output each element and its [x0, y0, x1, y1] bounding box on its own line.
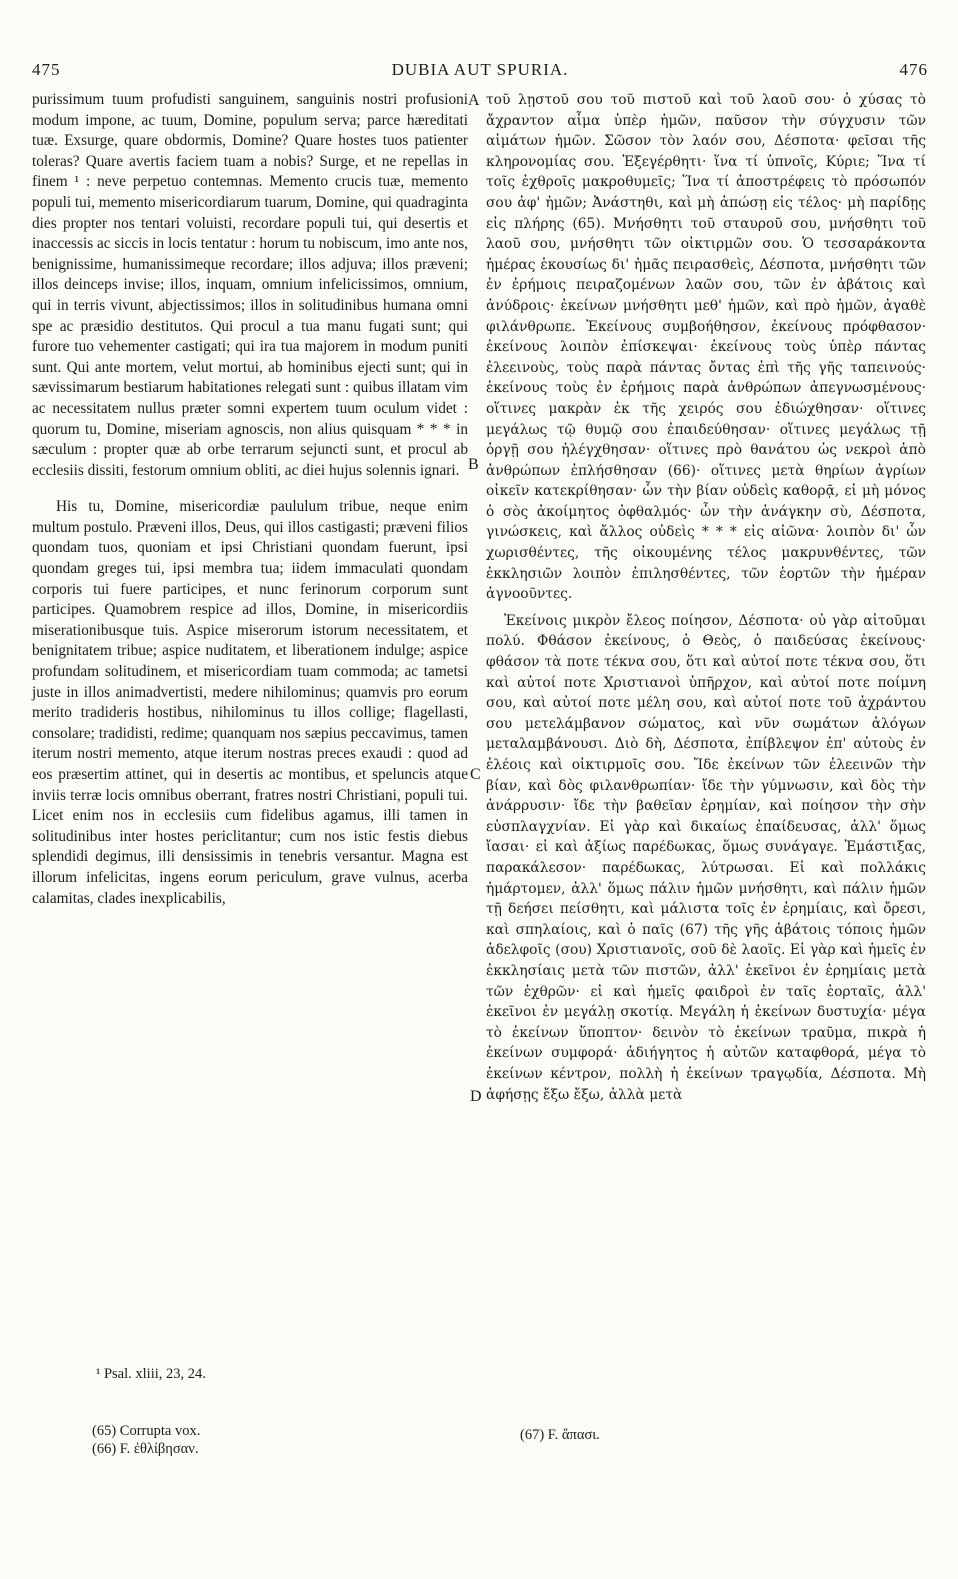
margin-mark-d: D: [470, 1088, 482, 1105]
scripture-footnote: [96, 1365, 206, 1383]
margin-mark-b: B: [468, 456, 479, 473]
footnote-65: (65) Corrupta vox.: [92, 1423, 201, 1439]
latin-paragraph-2: His tu, Domine, misericordiæ paululum tribue, neque enim multum postulo. Præveni illos, Deus, qui illos castigasti; præveni filios quondam tuos, quoniam et ipsi Christiani quondam fuerunt, ipsi quondam greges tui, ipsi membra tua; iidem immaculati quondam corporis tui fuere participes, et nunc ferinorum corporum sunt participes. Quamobrem respice ad illos, Domine, in misericordiis miserationibusque tuis. Aspice miserorum istorum necessitatem, et benignitatem tribue; aspice nuditatem, et liberationem indulge; aspice profundam solitudinem, et misericordiam tuam commoda; ac tametsi juste in illos animadvertisti, medere nihilominus; quamvis pro eorum merito tradideris hostibus, nihilominus tu illos collige; flagellasti, consolare; tradidisti, redime; quanquam nos sæpius peccavimus, tamen iterum nostri memento, atque iterum nostras preces exaudi : quod ad eos præsertim attinet, qui in desertis ac montibus, et speluncis atque inviis terræ locis omnibus oberrant, fratres nostri Christiani, populi tui. Licet enim nos in ecclesiis cum fidelibus agamus, illi tamen in solitudinibus inter hostes periclitantur; cum nos istic festis diebus splendidi degimus, illi densissimis in tenebris versantur. Magna est illorum infelicitas, ingens eorum periculum, grave vulnus, acerba calamitas, clades inexplicabilis,: [32, 498, 468, 907]
running-title: DUBIA AUT SPURIA.: [391, 60, 569, 79]
greek-column: [486, 90, 926, 1105]
right-page-number: 476: [899, 60, 928, 79]
scripture-reference: ¹ Psal. xliii, 23, 24.: [96, 1366, 206, 1382]
margin-mark-c: C: [470, 766, 481, 783]
footnote-66: (66) F. ἐθλίβησαν.: [92, 1441, 199, 1457]
latin-paragraph-1: purissimum tuum profudisti sanguinem, sanguinis nostri profusioni modum impone, ac tuum, Domine, populum serva; parce hæreditati tuæ. Exsurge, quare obdormis, Domine? Quare hostes tuos patienter toleras? Quare avertis faciem tuam a nobis? Surge, et ne repellas in finem ¹ : neve perpetuo contemnas. Memento crucis tuæ, memento populi tui, memento misericordiarum tuarum, Domine, qui quadraginta dies propter nos tentari voluisti, recordare populi tui, qui desertis et inaccessis ac siccis in locis tentatur : horum tu nobiscum, imo ante nos, benignissime, humanissimeque recordare; illos adjuva; illos præveni; illos deinceps invise; illos, inquam, omnium infelicissimos, omnium, qui in terris vivunt, abjectissimos; illos in solitudinibus humana omni spe ac præsidio destitutos. Qui procul a tua manu fugati sunt; qui furore tuo vehementer castigati; qui ira tua majorem in modum puniti sunt. Qui ante mortem, velut mortui, ab hominibus ejecti sunt; qui in sævissimarum bestiarum habitationes relegati sunt : quibus illatam vim ac necessitatem nullus præter somni expertem tuum oculum videt : quorum tu, Domine, miseriam agnoscis, non alius quisquam * * * in sæculum : propter quæ ab orbe terrarum sejuncti sunt, et procul ab ecclesiis dissiti, festorum omnium obliti, ac diei hujus solennis ignari.: [32, 91, 468, 479]
latin-column: [32, 90, 468, 909]
margin-mark-a: A: [468, 92, 480, 109]
left-page-number: 475: [32, 60, 61, 79]
right-footnotes: [520, 1426, 600, 1444]
greek-paragraph-1: τοῦ λῃστοῦ σου τοῦ πιστοῦ καὶ τοῦ λαοῦ σου· ὁ χύσας τὸ ἄχραντον αἷμα ὑπὲρ ἡμῶν, παῦσον τὴν σύγχυσιν τῶν αἱμάτων ἡμῶν. Σῶσον τὸν λαόν σου, Δέσποτα· φεῖσαι τῆς κληρονομίας σου. Ἐξεγέρθητι· ἵνα τί ὑπνοῖς, Κύριε; Ἵνα τί τοῖς ἐχθροῖς μακροθυμεῖς; Ἵνα τί ἀποστρέφεις τὸ πρόσωπόν σου ἀφ' ἡμῶν; Ἀνάστηθι, καὶ μὴ ἀπώσῃ εἰς τέλος· μὴ παρίδῃς εἰς πλήρης (65). Μνήσθητι τοῦ σταυροῦ σου, μνήσθητι τοῦ λαοῦ σου, μνήσθητι τῶν οἰκτιρμῶν σου. Ὁ τεσσαράκοντα ἡμέρας ἑκουσίως δι' ἡμᾶς πειρασθεὶς, Δέσποτα, μνήσθητι τῶν ἐν ἐρήμοις πειραζομένων λαῶν σου, τῶν ἐν ἀβάτοις καὶ ἀνύδροις· ἐκείνων μνήσθητι μεθ' ἡμῶν, καὶ πρὸ ἡμῶν, ἀγαθὲ φιλάνθρωπε. Ἐκείνους συμβοήθησον, ἐκείνους πρόφθασον· ἐκείνους λοιπὸν ἐπίσκεψαι· ἐκείνους τοὺς ὑπὲρ πάντας ἐλεεινοὺς, τοὺς παρὰ πάντας ὄντας ἐπὶ τῆς γῆς ταπεινούς· ἐκείνους τοὺς ἐν ἐρήμοις παρὰ ἀνθρώπων ἀπεγνωσμένους· οἵτινες μακρὰν ἐκ τῆς χειρός σου ἐδιώχθησαν· οἵτινες μεγάλως τῷ θυμῷ σου ἐπαιδεύθησαν· οἵτινες μεγάλως τῇ ὀργῇ σου ἠλέγχθησαν· οἵτινες πρὸ θανάτου ὡς νεκροὶ ἀπὸ ἀνθρώπων ἐπλήσθησαν (66)· οἵτινες μετὰ θηρίων ἀγρίων οἰκεῖν κατεκρίθησαν· ὧν τὴν βίαν οὐδεὶς καθορᾷ, εἰ μὴ μόνος ὁ σὸς ἀκοίμητος ὀφθαλμός· ὧν τὴν ἀνάγκην σὺ, Δέσποτα, γινώσκεις, καὶ ἄλλος οὐδεὶς * * * εἰς αἰῶνα· λοιπὸν δι' ὧν χωρισθέντες, τῆς οἰκουμένης τέλος μακρυνθέντες, τῶν ἐκκλησιῶν λοιπὸν ἐπιλησθέντες, τῶν ἑορτῶν τὴν ἡμέραν ἀγνοοῦντες.: [486, 92, 926, 603]
left-footnotes: [92, 1422, 200, 1458]
footnote-67: (67) F. ἅπασι.: [520, 1427, 600, 1443]
greek-paragraph-2: Ἐκείνοις μικρὸν ἔλεος ποίησον, Δέσποτα· οὐ γὰρ αἰτοῦμαι πολύ. Φθάσον ἐκείνους, ὁ Θεὸς, ὁ παιδεύσας ἐκείνους· φθάσον τὰ ποτε τέκνα σου, ὅτι καὶ αὐτοί ποτε τέκνα σου, ὅτι καὶ αὐτοί ποτε Χριστιανοὶ ὑπῆρχον, καὶ αὐτοί ποτε ποίμνη σου, καὶ αὐτοί ποτε μέλη σου, καὶ αὐτοί ποτε τοῦ ἀχράντου σου μετελάμβανον σώματος, καὶ νῦν σωμάτων ἀλόγων μεταλαμβάνουσι. Διὸ δὴ, Δέσποτα, ἐπίβλεψον ἐπ' αὐτοὺς ἐν ἐλέοις καὶ οἰκτιρμοῖς σου. Ἴδε ἐκείνων τῶν ἐλεεινῶν τὴν βίαν, καὶ δὸς φιλανθρωπίαν· ἴδε τὴν γύμνωσιν, καὶ δὸς τὴν ἀνάρρυσιν· ἴδε τὴν βαθεῖαν ἐρημίαν, καὶ ποίησον τὴν σὴν εὐσπλαγχνίαν. Εἰ γὰρ καὶ δικαίως ἐπαίδευσας, ἀλλ' ὅμως ἴασαι· εἰ καὶ ἀξίως παρέδωκας, ὅμως συνάγαγε. Ἐμάστιξας, παρακάλεσον· παρέδωκας, λύτρωσαι. Εἰ καὶ πολλάκις ἡμάρτομεν, ἀλλ' ὅμως πάλιν ἡμῶν μνήσθητι, καὶ πάλιν ἡμῶν τῇ δεήσει πείσθητι, καὶ μάλιστα τοῖς ἐν ἐρημίαις, καὶ ὄρεσι, καὶ σπηλαίοις, καὶ ὁ παῖς (67) τῆς γῆς ἀβάτοις τόποις ἡμῶν ἀδελφοῖς (σου) Χριστιανοῖς, σοῦ δὲ λαοῖς. Εἰ γὰρ καὶ ἡμεῖς ἐν ἐκκλησίαις μετὰ τῶν πιστῶν, ἀλλ' ἐκεῖνοι ἐν ἐρημίαις μετὰ τῶν ἐχθρῶν· εἰ καὶ ἡμεῖς φαιδροὶ ἐν ταῖς ἑορταῖς, ἀλλ' ἐκεῖνοι ἐν μεγάλῃ σκοτίᾳ. Μεγάλη ἡ ἐκείνων δυστυχία· μέγα τὸ ἐκείνων ὕποπτον· δεινὸν τὸ ἐκείνων τραῦμα, πικρὰ ἡ ἐκείνων συμφορά· ἀδιήγητος ἡ αὐτῶν καταφθορά, μέγα τὸ ἐκείνων κέντρον, πολλὴ ἡ ἐκείνων τραγῳδία, Δέσποτα. Μὴ ἀφήσῃς ἔξω ἔξω, ἀλλὰ μετὰ: [486, 612, 926, 1103]
running-header: [32, 60, 928, 84]
